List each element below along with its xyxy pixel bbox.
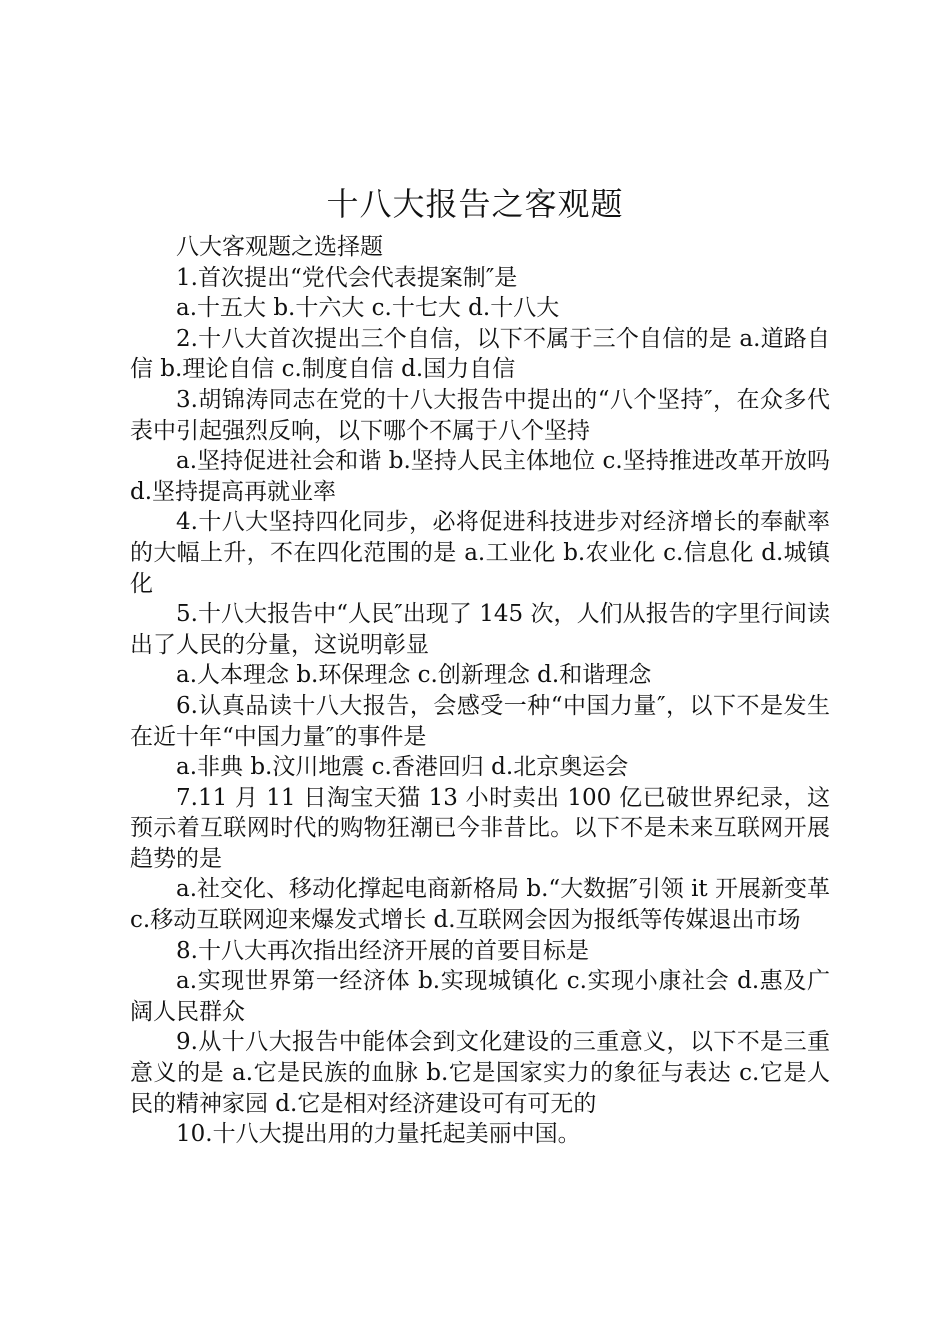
question-7-options: a.社交化、移动化撑起电商新格局 b.“大数据″引领 it 开展新变革 c.移动互联网迎来爆发式增长 d.互联网会因为报纸等传媒退出市场 (130, 876, 830, 934)
question-5: 5.十八大报告中“人民″出现了 145 次，人们从报告的字里行间读出了人民的分量，这说明彰显 (130, 601, 830, 658)
question-3: 3.胡锦涛同志在党的十八大报告中提出的“八个坚持″，在众多代表中引起强烈反响，以下哪个不属于八个坚持 (130, 386, 830, 444)
question-8: 8.十八大再次指出经济开展的首要目标是 (176, 937, 589, 964)
paragraph-heading: 八大客观题之选择题 (176, 234, 383, 260)
question-1-options: a.十五大 b.十六大 c.十七大 d.十八大 (176, 295, 560, 322)
question-3-options: a.坚持促进社会和谐 b.坚持人民主体地位 c.坚持推进改革开放吗 d.坚持提高再就业率 (130, 448, 830, 505)
question-9: 9.从十八大报告中能体会到文化建设的三重意义，以下不是三重意义的是 a.它是民族的血脉 b.它是国家实力的象征与表达 c.它是人民的精神家园 d.它是相对经济建设可有可无的 (130, 1029, 830, 1117)
question-4: 4.十八大坚持四化同步，必将促进科技进步对经济增长的奉献率的大幅上升，不在四化范围的是 a.工业化 b.农业化 c.信息化 d.城镇化 (130, 509, 830, 597)
question-6-options: a.非典 b.汶川地震 c.香港回归 d.北京奥运会 (176, 754, 629, 781)
question-1: 1.首次提出“党代会代表提案制″是 (176, 264, 518, 291)
question-7: 7.11 月 11 日淘宝天猫 13 小时卖出 100 亿已破世界纪录，这预示着互联网时代的购物狂潮已今非昔比。以下不是未来互联网开展趋势的是 (130, 784, 830, 872)
question-5-options: a.人本理念 b.环保理念 c.创新理念 d.和谐理念 (176, 662, 652, 689)
question-8-options: a.实现世界第一经济体 b.实现城镇化 c.实现小康社会 d.惠及广阔人民群众 (130, 968, 830, 1025)
document-title: 十八大报告之客观题 (326, 185, 624, 223)
question-2: 2.十八大首次提出三个自信，以下不属于三个自信的是 a.道路自信 b.理论自信 c.制度自信 d.国力自信 (130, 325, 830, 383)
question-6: 6.认真品读十八大报告，会感受一种“中国力量″，以下不是发生在近十年“中国力量″的事件是 (130, 692, 830, 750)
document-body (130, 232, 830, 1150)
question-10: 10.十八大提出用的力量托起美丽中国。 (176, 1121, 581, 1148)
